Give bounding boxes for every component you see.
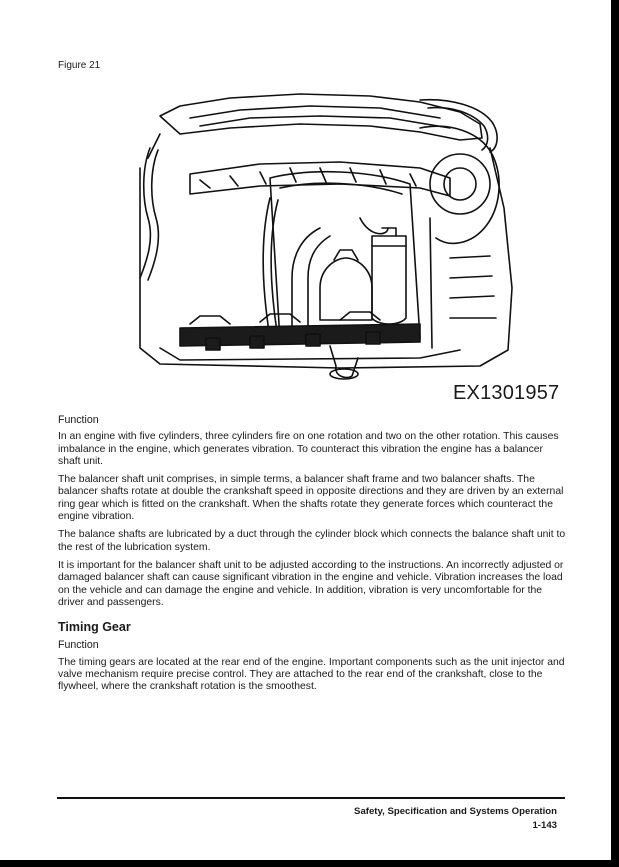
figure-label: Figure 21 — [58, 60, 101, 71]
footer-divider — [57, 797, 565, 799]
section-subheading: Function — [58, 414, 99, 426]
paragraph: The balancer shaft unit comprises, in simple terms, a balancer shaft frame and two balancer shafts. The balancer shafts rotate at double the crankshaft speed in opposite directions and they are driven by an external ring gear which is fitted on the crankshaft. When the shafts rotate they generate forces which counteract the engine vibration. — [58, 474, 564, 523]
page-edge-bottom — [0, 860, 619, 867]
body-text — [58, 414, 568, 700]
page-number: 1-143 — [532, 820, 557, 831]
paragraph: The balance shafts are lubricated by a duct through the cylinder block which connects the balance shaft unit to the rest of the lubrication system. — [58, 529, 566, 553]
paragraph: It is important for the balancer shaft unit to be adjusted according to the instructions. An incorrectly adjusted or damaged balancer shaft can cause significant vibration in the engine and vehicle. Vibration increases the load on the vehicle and can damage the engine and vehicle. In addition, vibration is very uncomfortable for the driver and passengers. — [58, 559, 564, 608]
page-edge-right — [611, 0, 619, 867]
paragraph: In an engine with five cylinders, three cylinders fire on one rotation and two on the other rotation. This causes imbalance in the engine, which generates vibration. To counteract this vibration the engine has a balancer shaft unit. — [58, 431, 559, 467]
footer-title: Safety, Specification and Systems Operation — [354, 806, 557, 817]
figure-code: EX1301957 — [453, 382, 560, 404]
paragraph: The timing gears are located at the rear end of the engine. Important components such as the unit injector and valve mechanism require precise control. They are attached to the rear end of the crankshaft, close to the flywheel, where the crankshaft rotation is the smoothest. — [58, 656, 565, 693]
engine-illustration — [120, 88, 520, 388]
section-title: Timing Gear — [58, 620, 131, 635]
section-subheading: Function — [58, 639, 99, 652]
